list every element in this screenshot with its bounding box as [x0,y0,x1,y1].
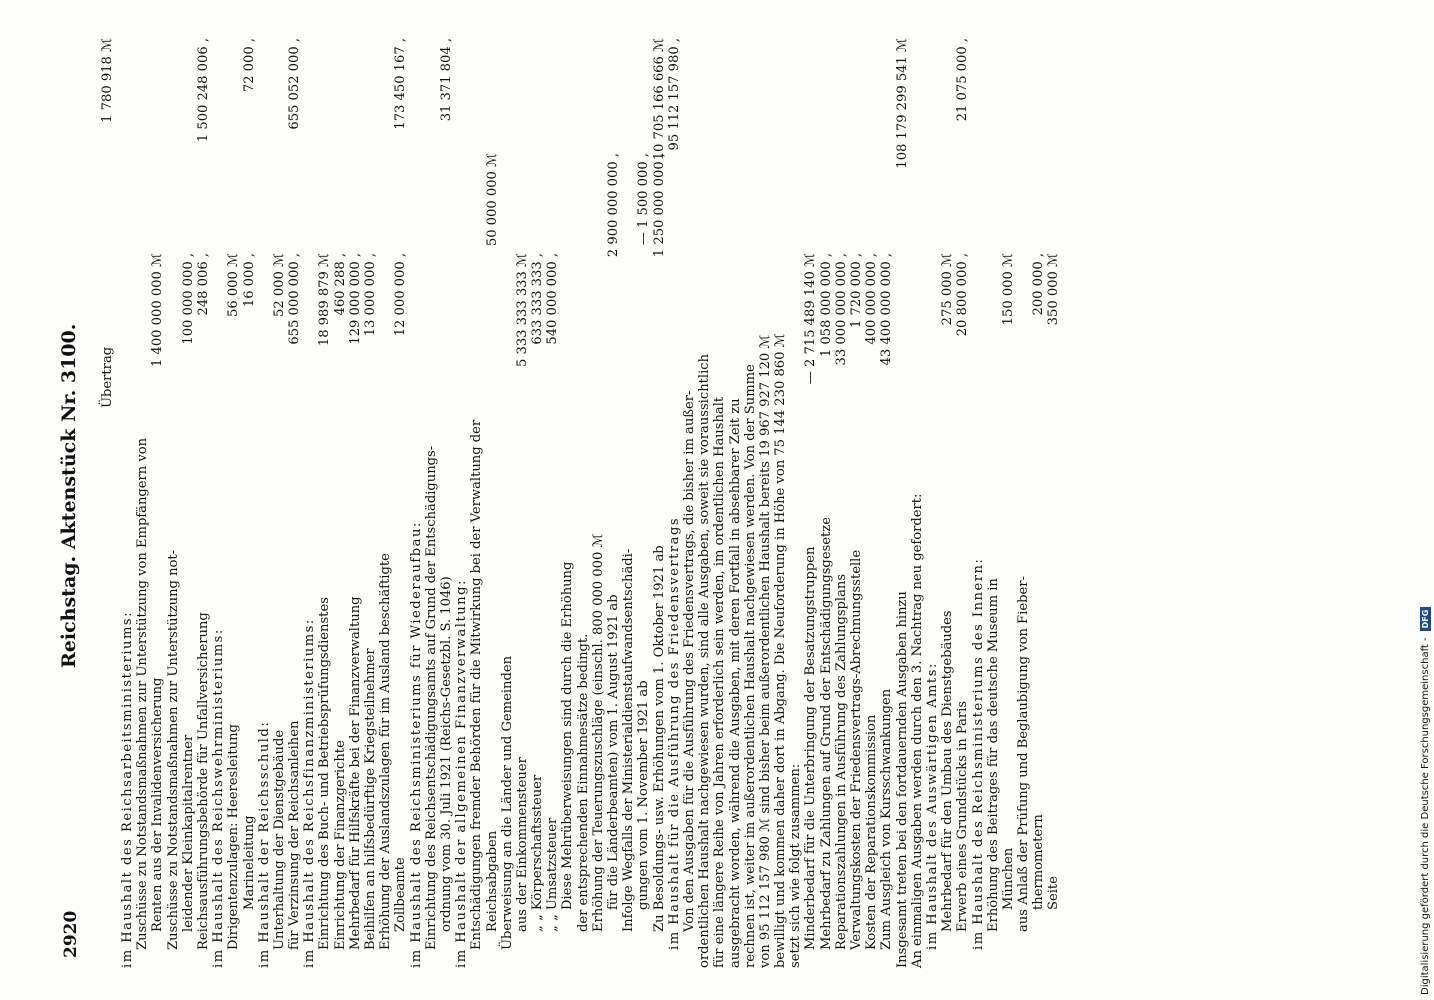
line-text: Kosten der Reparationskommission [864,714,880,950]
budget-line [606,38,621,968]
budget-line [971,38,986,968]
budget-line [333,38,348,968]
budget-line [758,38,773,968]
line-text: ordentlichen Haushalt nachgewiesen wurden, sind alle Ausgaben, soweit sie voraussichtlich [697,353,713,968]
digitization-footer [1420,5,1431,995]
line-text: Zum Ausgleich von Kursschwankungen [879,688,895,950]
amount-a3: 10 705 166 666 ℳ [651,38,667,161]
budget-line [500,38,515,968]
dfg-logo: DFG [1420,607,1431,632]
line-text: Von den Ausgaben für die Ausführung des Friedensvertrags, die bisher im außer- [681,390,697,932]
amount-a3: 95 112 157 980 , [666,38,682,151]
budget-line [864,38,879,968]
budget-line [576,38,591,968]
line-text: Erhöhung der Teuerungszuschläge (einschl. 800 000 000 ℳ [590,533,606,932]
page-title: Reichstag. Aktenstück Nr. 3100. [58,323,80,668]
budget-line [986,38,1001,968]
budget-line [697,38,712,968]
line-text: Beihilfen an hilfsbedürftige Kriegsteilnehmer [363,648,378,950]
line-text: Zuschüsse zu Notstandsmaßnahmen zur Unterstützung von Empfängern von [135,437,151,950]
line-text: „ „ Umsatzsteuer [545,817,561,932]
amount-a3: 72 000 , [241,38,257,93]
budget-line [728,38,743,968]
budget-line [1031,38,1046,968]
budget-line [469,38,484,968]
amount-a1: 16 000 , [241,253,257,308]
amount-a1: 1 058 000 000 , [818,253,834,358]
amount-a1: 12 000 000 , [393,253,409,337]
budget-line [530,38,545,968]
rotated-document-page [60,38,1160,968]
line-text: im Haushalt des Reichsfinanzministeriums: [302,618,318,968]
budget-line [363,38,378,968]
line-text: Reichsausführungsbehörde für Unfallversicherung [195,612,211,950]
budget-line [667,38,682,968]
budget-line [803,38,818,968]
amount-a3: 173 450 167 , [393,38,409,130]
line-text: Verwaltungskosten der Friedensvertrags-Abrechnungsstelle [849,549,864,950]
budget-line [196,38,211,968]
amount-a3: 1 500 248 006 , [195,38,211,143]
amount-a1: 5 333 333 333 ℳ [514,253,530,367]
line-text: Zollbeamte [393,857,409,932]
line-text: Marineleitung [241,815,257,910]
line-text: Überweisung an die Länder und Gemeinden [499,655,515,950]
budget-line [712,38,727,968]
line-text: Insgesamt treten bei den fortdauernden Ausgaben hinzu [894,591,910,968]
budget-line [819,38,834,968]
budget-line [181,38,196,968]
budget-line [257,38,272,968]
amount-a1: 248 006 , [195,253,211,316]
budget-line [1001,38,1016,968]
budget-line [317,38,332,968]
budget-line [591,38,606,968]
amount-a1: 400 000 000 , [864,253,880,345]
amount-a3: 31 371 804 , [438,38,454,122]
amount-a1: 1 400 000 000 ℳ [150,253,166,367]
budget-line [652,38,667,968]
line-text: im Haushalt des Reichsministeriums des Innern: [970,557,986,950]
line-text: Reparationszahlungen in Ausführung des Zahlungsplans [833,573,849,950]
line-text: Einrichtung des Reichsentschädigungsamts auf Grund der Entschädigungs- [423,445,439,950]
line-text: setzt sich wie folgt zusammen: [788,763,804,968]
budget-line [378,38,393,968]
budget-line [454,38,469,968]
budget-line [910,38,925,968]
budget-line [409,38,424,968]
line-text: im Haushalt des Auswärtigen Amts: [924,662,940,950]
amount-a1: 200 000 , [1031,253,1047,316]
line-text: Zu Besoldungs- usw. Erhöhungen vom 1. Oktober 1921 ab [651,545,667,932]
amount-a1: 150 000 ℳ [1000,253,1016,326]
line-text: bewilligt und kommen daher dort in Abgang. Die Neuforderung in Höhe von 75 144 230 860 ℳ [773,333,789,968]
amount-a1: 633 333 333 , [530,253,546,345]
amount-a1: 56 000 ℳ [226,253,242,317]
budget-line [150,38,165,968]
budget-line [773,38,788,968]
budget-line [166,38,181,968]
budget-line [120,38,135,968]
page-header [60,38,90,968]
amount-a3: 655 052 000 , [287,38,303,130]
line-text: im Haushalt des Reichsarbeitsministeriums: [120,610,135,968]
amount-a1: 33 000 000 000 , [833,253,849,366]
amount-a1: 350 000 ℳ [1046,253,1062,326]
amount-a1: 52 000 ℳ [271,253,287,317]
budget-line [955,38,970,968]
line-text: „ „ Körperschaftssteuer [530,774,546,932]
amount-a1: 20 800 000 , [955,253,971,337]
line-text: Einrichtung des Buch- und Betriebsprüfungsdienstes [317,597,333,950]
line-text: thermometern [1031,814,1047,910]
amount-a1: 460 288 , [332,253,348,316]
budget-line [348,38,363,968]
page-number: 2920 [61,910,81,958]
budget-line [560,38,575,968]
budget-line [393,38,408,968]
budget-line [1016,38,1031,968]
budget-line [515,38,530,968]
budget-line [545,38,560,968]
amount-a2: 2 900 000 000 , [606,153,621,258]
line-text: Erhöhung des Beitrages für das deutsche Museum in [985,578,1001,932]
line-text: ausgebracht worden, während die Ausgaben, mit deren Fortfall in absehbarer Zeit zu [727,398,743,968]
line-text: rechnen ist, weiter im außerordentlichen Haushalt nachgewiesen werden. Von der Summe [742,364,758,968]
budget-line [287,38,302,968]
budget-line [485,38,500,968]
line-text: Erhöhung der Auslandszulagen für im Ausland beschäftigte [378,553,394,950]
budget-line [302,38,317,968]
line-text: Mehrbedarf zu Zahlungen auf Grund der Entschädigungsgesetze [818,517,834,950]
amount-a2: 50 000 000 ℳ [484,153,500,247]
line-text: im Haushalt des Reichswehrministeriums: [211,628,227,968]
line-text: Reichsabgaben [484,830,500,932]
line-text: Zuschüsse zu Notstandsmaßnahmen zur Unterstützung not- [165,549,181,950]
budget-line [925,38,940,968]
budget-line [439,38,454,968]
amount-a1: 43 400 000 000 , [879,253,895,366]
line-text: aus Anlaß der Prüfung und Beglaubigung von Fieber- [1016,576,1032,932]
carry-over-amount: 1 780 918 ℳ [100,38,115,123]
line-text: Minderbedarf für die Unterbringung der Besatzungstruppen [803,546,819,950]
budget-line [424,38,439,968]
budget-line [879,38,894,968]
budget-line [211,38,226,968]
amount-a1: 100 000 000 , [180,253,196,345]
line-text: gungen vom 1. November 1921 ab [636,680,652,910]
line-text: im Haushalt der allgemeinen Finanzverwaltung: [454,579,470,968]
amount-a1: 540 000 000 , [545,253,561,345]
line-text: leidender Kleinkapitalrentner [180,734,196,932]
line-text: für eine längere Reihe von Jahren erforderlich sein werden, im ordentlichen Haushalt [712,396,728,968]
budget-lines [120,38,1062,968]
amount-a1: — 2 715 489 140 ℳ [803,253,819,385]
budget-line [242,38,257,968]
line-text: München [1000,847,1016,910]
line-text: im Haushalt für die Ausführung des Friedensvertrags [666,516,682,950]
amount-a1: 18 989 879 ℳ [317,253,333,347]
budget-line [788,38,803,968]
line-text: im Haushalt der Reichsschuld: [256,720,272,968]
amount-a2: — 1 500 000 , [636,153,652,246]
line-text: aus der Einkommensteuer [514,757,530,932]
line-text: Seite [1046,876,1062,910]
budget-line [940,38,955,968]
budget-line [1046,38,1061,968]
line-text: Infolge Wegfalls der Ministerialdienstaufwandsentschädi- [621,548,637,932]
line-text: An einmaligen Ausgaben werden durch den 3. Nachtrag neu gefordert: [909,493,925,968]
line-text: von 95 112 157 980 ℳ sind bisher beim außerordentlichen Haushalt bereits 19 967 927 120 ℳ [757,334,773,968]
line-text: Renten aus der Invalidenversicherung [150,677,166,932]
line-text: im Haushalt des Reichsministeriums für Wiederaufbau: [408,521,424,968]
budget-line [636,38,651,968]
budget-line [682,38,697,968]
budget-line [135,38,150,968]
budget-line [895,38,910,968]
carry-over-label: Übertrag [100,346,115,408]
budget-line [834,38,849,968]
line-text: der entsprechenden Einnahmesätze bedingt. [575,633,591,932]
line-text: Diese Mehrüberweisungen sind durch die Erhöhung [560,561,576,910]
footer-text: Digitalisierung gefördert durch die Deutsche Forschungsgemeinschaft - [1420,637,1431,995]
carry-over-row [100,38,115,968]
budget-line [743,38,758,968]
line-text: für die Länderbeamten) vom 1. August 1921 ab [606,594,621,910]
line-text: Mehrbedarf für Hilfskräfte bei der Finanzverwaltung [347,596,363,950]
line-text: Einrichtung der Finanzgerichte [332,740,348,950]
line-text: Unterhaltung der Dienstgebäude [271,729,287,950]
budget-line [272,38,287,968]
line-text: Entschädigungen fremder Behörden für die Mitwirkung bei der Verwaltung der [469,419,485,950]
line-text: Erwerb eines Grundstücks in Paris [955,700,971,932]
line-text: Dirigentenzulagen: Heeresleitung [226,724,242,950]
budget-line [226,38,241,968]
amount-a1: 655 000 000 , [287,253,303,345]
amount-a1: 13 000 000 , [363,253,378,337]
line-text: Mehrbedarf für den Umbau des Dienstgebäudes [940,610,956,932]
amount-a3: 21 075 000 , [955,38,971,122]
amount-a3: 108 179 299 541 ℳ [894,38,910,169]
amount-a1: 1 720 000 , [849,253,864,328]
amount-a1: 275 000 ℳ [940,253,956,326]
budget-line [849,38,864,968]
line-text: ordnung vom 30. Juli 1921 (Reichs-Gesetzbl. S. 1046) [438,576,454,932]
line-text: für Verzinsung der Reichsanleihen [287,720,303,950]
amount-a2: 1 250 000 000 , [651,153,667,258]
budget-line [621,38,636,968]
amount-a1: 129 000 000 , [347,253,363,345]
